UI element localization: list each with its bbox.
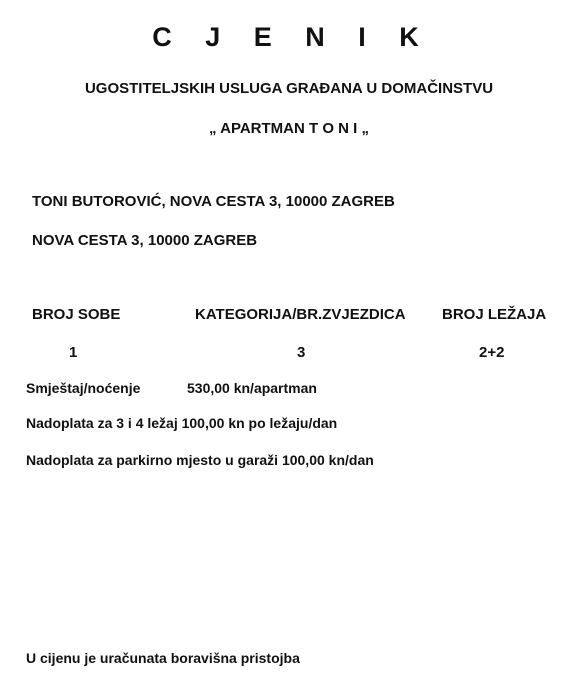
accommodation-price: 530,00 kn/apartman <box>187 380 317 396</box>
owner-line: TONI BUTOROVIĆ, NOVA CESTA 3, 10000 ZAGREB <box>32 193 395 210</box>
room-number-value: 1 <box>69 344 78 361</box>
document-subtitle: UGOSTITELJSKIH USLUGA GRAĐANA U DOMAČINSTVU <box>84 80 494 97</box>
beds-value: 2+2 <box>479 344 505 361</box>
document-title: C J E N I K <box>152 22 432 52</box>
room-number-header: BROJ SOBE <box>32 306 121 323</box>
apartment-name: „ APARTMAN T O N I „ <box>209 120 369 137</box>
accommodation-label: Smještaj/noćenje <box>26 380 141 396</box>
beds-header: BROJ LEŽAJA <box>442 306 547 323</box>
category-value: 3 <box>297 344 306 361</box>
tourist-tax-note: U cijenu je uračunata boravišna pristojba <box>26 650 300 666</box>
accommodation-price-line <box>26 380 317 396</box>
category-header: KATEGORIJA/BR.ZVJEZDICA <box>195 306 406 323</box>
address-line: NOVA CESTA 3, 10000 ZAGREB <box>32 232 258 249</box>
extra-beds-line: Nadoplata za 3 i 4 ležaj 100,00 kn po ležaju/dan <box>26 415 338 431</box>
parking-line: Nadoplata za parkirno mjesto u garaži 100,00 kn/dan <box>26 452 374 468</box>
